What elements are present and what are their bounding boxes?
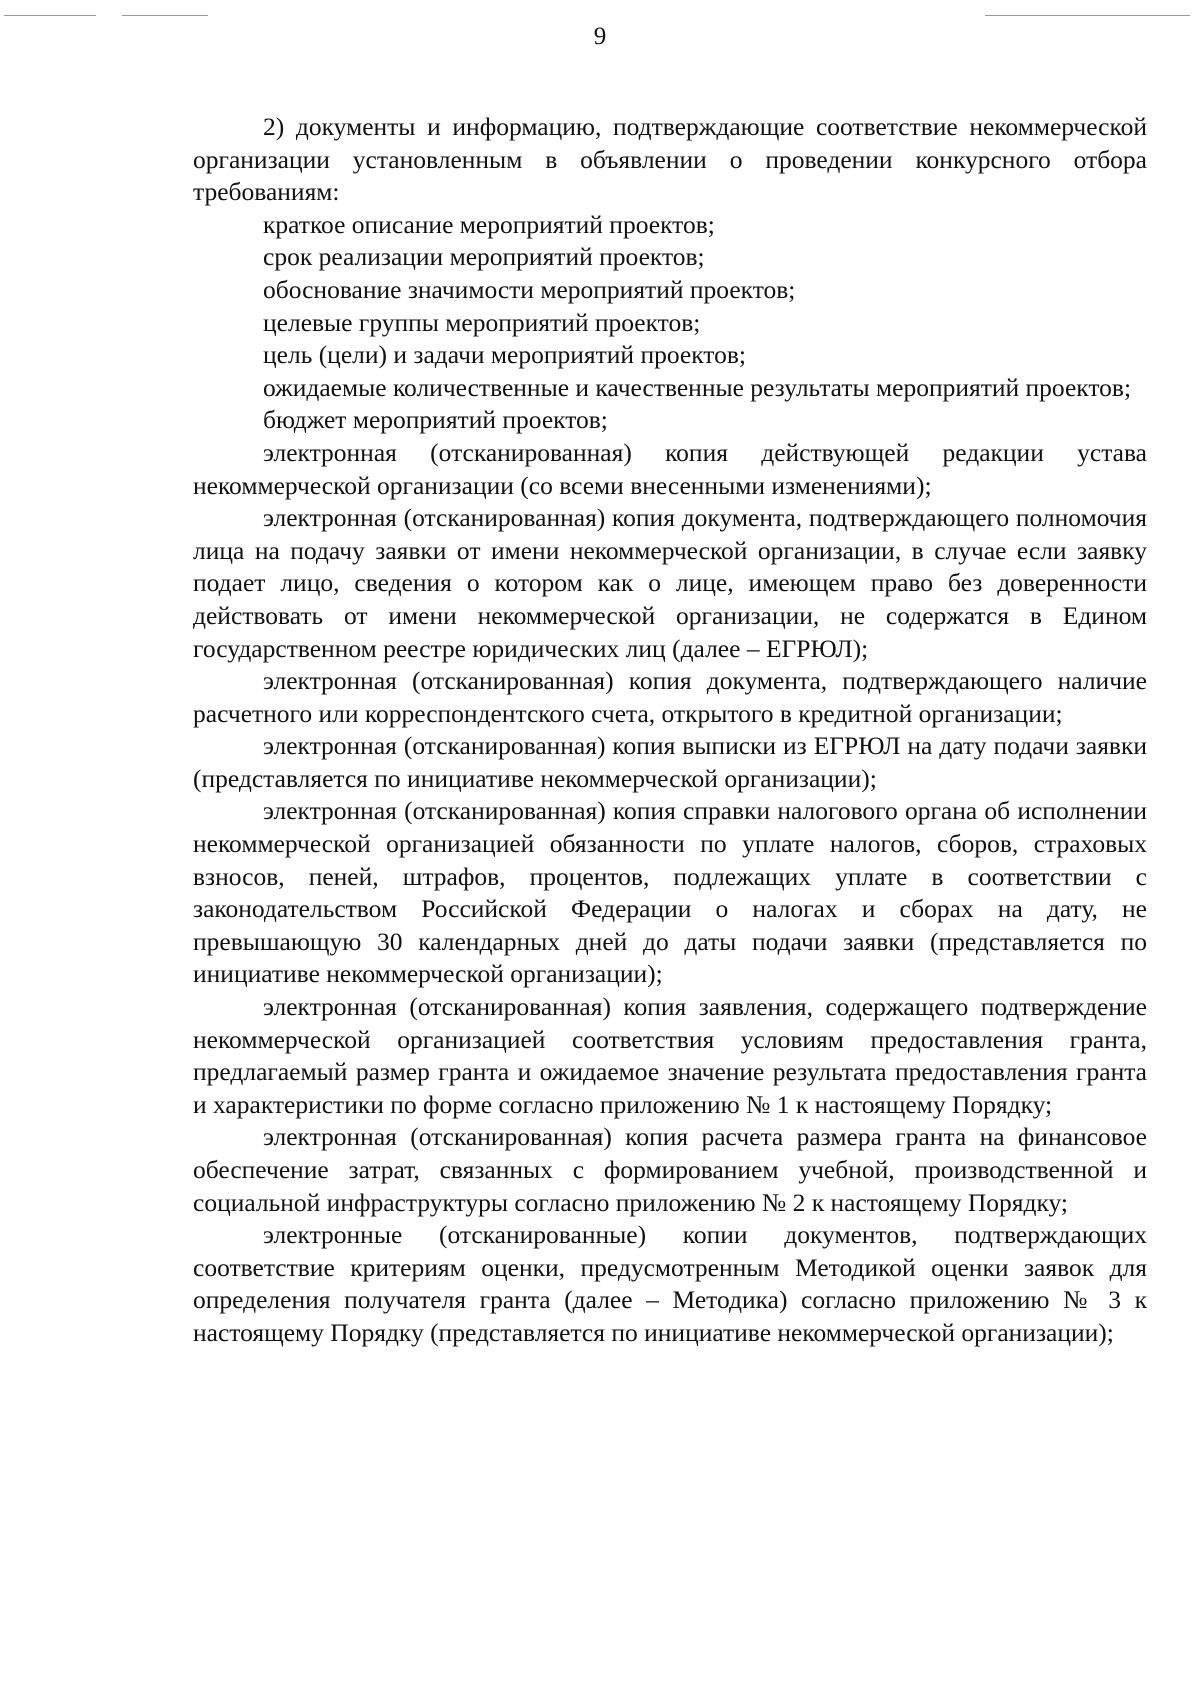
document-body: [193, 111, 1147, 1350]
paragraph-application-statement: электронная (отсканированная) копия заявления, содержащего подтверждение некоммерческой организацией соответствия условиям предоставления гранта, предлагаемый размер гранта и ожидаемое значение результата предоставления гранта и характеристики по форме согласно приложению № 1 к настоящему Порядку;: [193, 992, 1147, 1119]
scan-artifact-left: [4, 15, 96, 16]
scan-artifact-right: [985, 15, 1190, 16]
paragraph-implementation-term: срок реализации мероприятий проектов;: [263, 242, 705, 272]
paragraph-bank-account-copy: электронная (отсканированная) копия документа, подтверждающего наличие расчетного или корреспондентского счета, открытого в кредитной организации;: [193, 666, 1147, 728]
paragraph-tax-certificate: электронная (отсканированная) копия справки налогового органа об исполнении некоммерческой организацией обязанности по уплате налогов, сборов, страховых взносов, пеней, штрафов, процентов, подлежащих уплате в соответствии с законодательством Российской Федерации о налогах и сборах на дату, не превышающую 30 календарных дней до даты подачи заявки (представляется по инициативе некоммерческой организации);: [193, 796, 1147, 989]
paragraph-expected-results: ожидаемые количественные и качественные результаты мероприятий проектов;: [263, 372, 1132, 402]
paragraph-criteria-documents: электронные (отсканированные) копии документов, подтверждающих соответствие критериям оценки, предусмотренным Методикой оценки заявок для определения получателя гранта (далее – Методика) согласно приложению № 3 к настоящему Порядку (представляется по инициативе некоммерческой организации);: [193, 1220, 1147, 1347]
paragraph-grant-calculation: электронная (отсканированная) копия расчета размера гранта на финансовое обеспечение затрат, связанных с формированием учебной, производственной и социальной инфраструктуры согласно приложению № 2 к настоящему Порядку;: [193, 1122, 1147, 1217]
scan-artifact-left-2: [122, 15, 208, 16]
paragraph-documents-info: 2) документы и информацию, подтверждающие соответствие некоммерческой организации установленным в объявлении о проведении конкурсного отбора требованиям:: [193, 112, 1147, 207]
paragraph-charter-copy: электронная (отсканированная) копия действующей редакции устава некоммерческой организации (со всеми внесенными изменениями);: [193, 437, 1147, 500]
paragraph-budget: бюджет мероприятий проектов;: [263, 405, 608, 435]
page-number: 9: [593, 23, 607, 50]
paragraph-goals-tasks: цель (цели) и задачи мероприятий проектов;: [263, 340, 746, 370]
paragraph-target-groups: целевые группы мероприятий проектов;: [263, 307, 701, 337]
paragraph-egrul-extract: электронная (отсканированная) копия выписки из ЕГРЮЛ на дату подачи заявки (представляется по инициативе некоммерческой организации);: [193, 731, 1147, 793]
paragraph-significance: обоснование значимости мероприятий проектов;: [263, 274, 796, 304]
paragraph-authority-copy: электронная (отсканированная) копия документа, подтверждающего полномочия лица на подачу заявки от имени некоммерческой организации, в случае если заявку подает лицо, сведения о котором как о лице, имеющем право без доверенности действовать от имени некоммерческой организации, не содержатся в Едином государственном реестре юридических лиц (далее – ЕГРЮЛ);: [193, 503, 1147, 663]
paragraph-short-description: краткое описание мероприятий проектов;: [263, 209, 715, 239]
